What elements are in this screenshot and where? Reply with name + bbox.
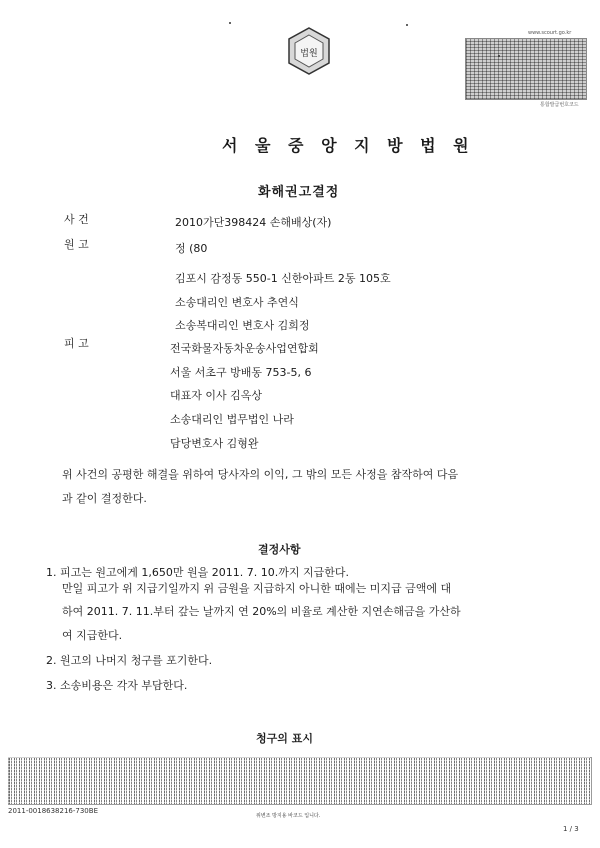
defendant-lawyer: 담당변호사 김형완	[170, 437, 259, 450]
decision-item-2: 2. 원고의 나머지 청구를 포기한다.	[46, 654, 213, 667]
decision-item-3: 3. 소송비용은 각자 부담한다.	[46, 679, 188, 692]
case-value: 2010가단398424 손해배상(자)	[175, 216, 332, 229]
plaintiff-label: 원 고	[64, 238, 89, 251]
barcode-overlay	[8, 757, 590, 803]
scan-speck	[498, 55, 500, 57]
svg-text:법원: 법원	[300, 49, 318, 59]
defendant-representative: 대표자 이사 김옥상	[170, 389, 263, 402]
plaintiff-sub-attorney: 소송복대리인 변호사 김희정	[175, 319, 310, 332]
qr-sublabel: 통합발급번호코드	[540, 102, 579, 108]
scan-speck	[406, 24, 408, 26]
document-number: 2011-0018638216-730BE	[8, 807, 98, 815]
decision-title: 결정사항	[258, 543, 301, 556]
plaintiff-name: 정 (80	[175, 242, 208, 255]
court-seal	[283, 26, 335, 76]
decision-item-1: 1. 피고는 원고에게 1,650만 원을 2011. 7. 10.까지 지급한다.	[46, 566, 349, 579]
intro-line-1: 위 사건의 공평한 해결을 위하여 당사자의 이익, 그 밖의 모든 사정을 참작하여 다음	[62, 468, 459, 481]
intro-line-2: 과 같이 결정한다.	[62, 492, 147, 505]
scan-speck	[229, 22, 231, 24]
plaintiff-address: 김포시 감정동 550-1 신한아파트 2동 105호	[175, 272, 391, 285]
plaintiff-attorney: 소송대리인 변호사 추연식	[175, 296, 299, 309]
defendant-address: 서울 서초구 방배동 753-5, 6	[170, 366, 312, 379]
case-label: 사 건	[64, 213, 89, 226]
defendant-label: 피 고	[64, 337, 89, 350]
decision-item-1-cont-3: 여 지급한다.	[62, 629, 123, 642]
document-title: 화해권고결정	[258, 185, 340, 200]
defendant-name: 전국화물자동차운송사업연합회	[170, 342, 319, 355]
decision-item-1-cont-1: 만일 피고가 위 지급기일까지 위 금원을 지급하지 아니한 때에는 미지급 금액에 대	[62, 582, 452, 595]
claim-title: 청구의 표시	[256, 732, 313, 745]
court-name: 서 울 중 앙 지 방 법 원	[222, 136, 475, 155]
decision-item-1-cont-2: 하여 2011. 7. 11.부터 갚는 날까지 연 20%의 비율로 계산한 지연손해금을 가산하	[62, 605, 461, 618]
verification-qr-code	[465, 38, 587, 100]
page-number: 1 / 3	[563, 825, 579, 833]
barcode-note: 위변조 방지용 바코드 입니다.	[256, 813, 321, 819]
qr-caption: www.scourt.go.kr	[528, 30, 572, 36]
defendant-attorney: 소송대리인 법무법인 나라	[170, 413, 294, 426]
